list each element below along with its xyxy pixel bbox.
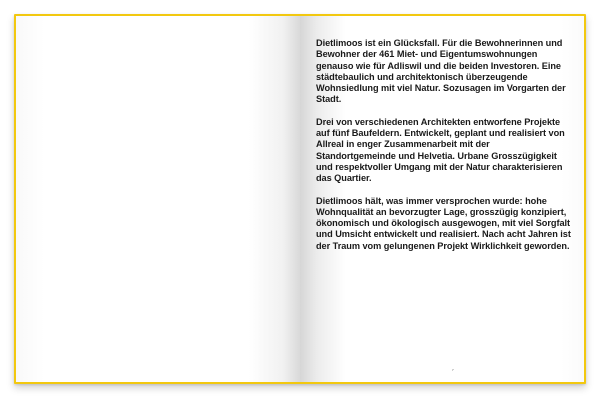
right-page <box>300 16 584 382</box>
paragraph-projects: Drei von verschiedenen Architekten entworfene Projekte auf fünf Baufeldern. Entwickelt, geplant und realisiert von Allreal in enger Zusammenarbeit mit der Standortgemeinde und Helvetia. Urbane Grosszügigkeit und respektvoller Umgang mit der Natur charakterisieren das Quartier. <box>316 116 565 184</box>
page-number: 7 <box>452 368 454 372</box>
paragraph-intro: Dietlimoos ist ein Glücksfall. Für die Bewohnerinnen und Bewohner der 461 Miet- und Eigentumswohnungen genauso wie für Adliswil und die beiden Investoren. Eine städtebaulich und architektonisch überzeugende Wohnsiedlung mit viel Natur. Sozusagen im Vorgarten der Stadt. <box>316 38 566 105</box>
paragraph-conclusion: Dietlimoos hält, was immer versprochen wurde: hohe Wohnqualität an bevorzugter Lage, grosszügig konzipiert, ökonomisch und ökologisch ausgewogen, mit viel Sorgfalt und Umsicht entwickelt und realisiert. Nach acht Jahren ist der Traum vom gelungenen Projekt Wirklichkeit geworden. <box>316 195 571 251</box>
body-text <box>316 38 572 263</box>
open-book <box>14 14 586 384</box>
left-page <box>16 16 300 382</box>
